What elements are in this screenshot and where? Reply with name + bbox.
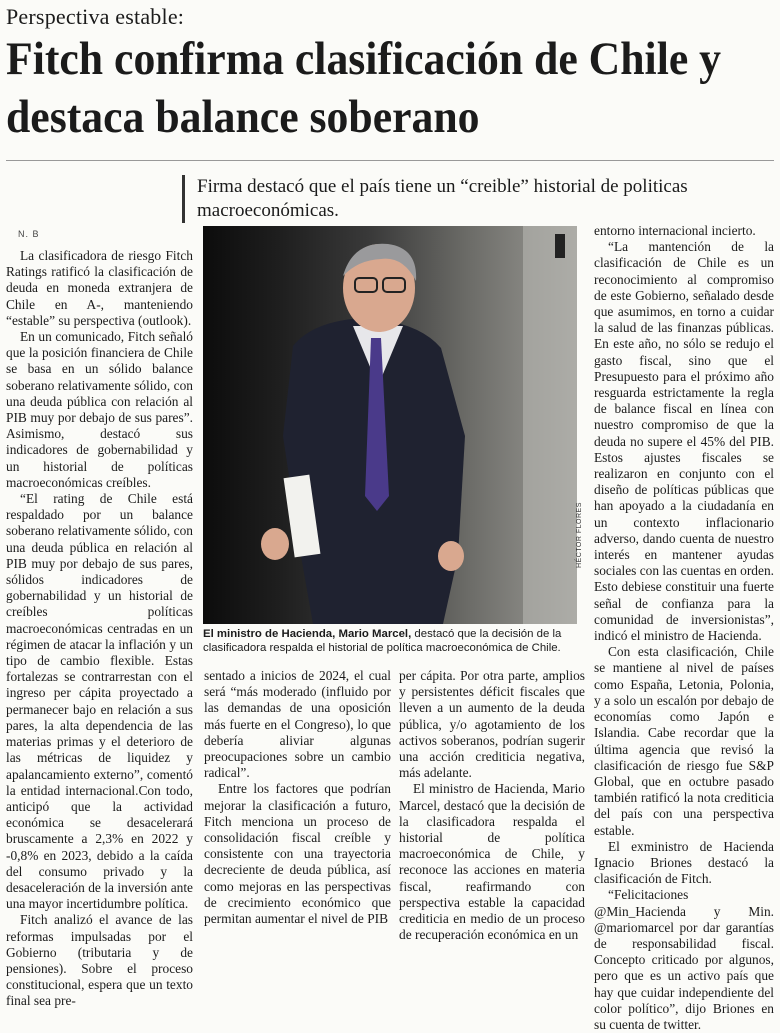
paragraph: La clasificadora de riesgo Fitch Ratings ratificó la clasificación de deuda en moneda extranjera de Chile en A-, manteniendo “estable” su perspectiva (outlook).: [6, 248, 193, 328]
minister-photo-illustration: [203, 226, 577, 624]
paragraph: En un comunicado, Fitch señaló que la posición financiera de Chile se basa en un sólido balance soberano relativamente sólido, con una deuda pública con relación al PIB muy por debajo de sus pares”. Asimismo, destacó sus indicadores de gobernabilidad y un historial de políticas macroeconómicas creíbles.: [6, 329, 193, 490]
paragraph: sentado a inicios de 2024, el cual será “más moderado (influido por las demandas de una oposición más fuerte en el Congreso), lo que debería aliviar algunas preocupaciones sobre un cambio radical”.: [204, 668, 391, 781]
paragraph: Entre los factores que podrían mejorar la clasificación a futuro, Fitch menciona un proceso de consolidación fiscal creíble y consistente con una trayectoria decreciente de deuda pública, así como mejoras en las perspectivas de crecimiento económico que permitan aumentar el nivel de PIB: [204, 781, 391, 927]
caption-text: destacó que la decisión de la clasificadora respalda el historial de política macroeconómica de Chile.: [203, 628, 562, 654]
paragraph: El exministro de Hacienda Ignacio Briones destacó la clasificación de Fitch.: [594, 838, 774, 887]
kicker: Perspectiva estable:: [6, 4, 185, 29]
article-column-2: [204, 668, 391, 927]
paragraph: “Felicitaciones @Min_Hacienda y Min. @mariomarcel por dar garantías de responsabilidad fiscal. Concepto criticado por algunos, pero que es un activo país que hay que cuidar independiente del color político”, dijo Briones en su cuenta de twitter.: [594, 887, 774, 1032]
paragraph: “La mantención de la clasificación de Chile es un reconocimiento al compromiso de este Gobierno, señalado desde que asumimos, en torno a cuidar la salud de las finanzas públicas. En este año, no sólo se redujo el gasto fiscal, sino que el Presupuesto para el próximo año resguarda estrictamente la regla de balance fiscal en línea con nuestro compromiso de que la deuda no supere el 45% del PIB. Estos ajustes fiscales se realizaron en conjunto con el diseño de políticas públicas que han apoyado a la ciudadanía en un contexto inflacionario adverso, dando cuenta de nuestro interés en mantener ayudas sociales con las cuentas en orden. Esto debiese constituir una fuerte señal de confianza para la comunidad de inversionistas”, indicó el ministro de Hacienda.: [594, 239, 774, 644]
paragraph: “El rating de Chile está respaldado por un balance soberano relativamente sólido, con una deuda pública en relación al PIB muy por debajo de sus pares, sólidos indicadores de gobernabilidad y un historial de creíbles políticas macroeconómicas centradas en un régimen de atacar la inflación y un tipo de cambio flexible. Estas fortalezas se contrarrestan con el ingreso per cápita proyectado a permanecer bajo en relación a sus pares, la alta dependencia de las materias primas y el deterioro de las métricas de liquidez y apalancamiento externo”, comentó la entidad internacional.Con todo, anticipó que la actividad económica se desacelerará bruscamente a 2,3% en 2022 y -0,8% en 2023, debido a la caída del consumo privado y la desaceleración de la inversión ante una mayor incertidumbre política.: [6, 491, 193, 912]
article-column-4: [594, 223, 774, 1033]
paragraph: per cápita. Por otra parte, amplios y persistentes déficit fiscales que lleven a un aumento de la deuda pública, y/o agotamiento de los activos soberanos, podrían sugerir una acción crediticia negativa, más adelante.: [399, 668, 585, 781]
photo-caption: [203, 627, 577, 655]
article-column-1: [6, 248, 193, 1010]
caption-bold: El ministro de Hacienda, Mario Marcel,: [203, 628, 412, 640]
paragraph: entorno internacional incierto.: [594, 223, 756, 238]
photo-credit: HÉCTOR FLORES: [576, 502, 583, 568]
article-column-3: [399, 668, 585, 943]
byline: N. B: [18, 229, 40, 239]
subhead: Firma destacó que el país tiene un “creible” historial de politicas macroeconómicas.: [182, 175, 780, 223]
divider: [6, 160, 774, 161]
headline: Fitch confirma clasificación de Chile y destaca balance soberano: [6, 33, 722, 143]
paragraph: Fitch analizó el avance de las reformas impulsadas por el Gobierno (tributaria y de pensiones). Sobre el proceso constitucional, espera que un texto final sea pre-: [6, 912, 193, 1009]
paragraph: Con esta clasificación, Chile se mantiene al nivel de países como España, Letonia, Polonia, y a solo un escalón por debajo de economías como Japón e Islandia. Cabe recordar que la última agencia que revisó la clasificación de riesgo fue S&P Global, que en octubre pasado también ratificó la nota crediticia del país con una perspectiva estable.: [594, 644, 774, 838]
news-photo: [203, 226, 577, 624]
paragraph: El ministro de Hacienda, Mario Marcel, destacó que la decisión de la clasificadora respalda el historial de política macroeconómica de Chile, y reconoce las acciones en materia fiscal, reafirmando con perspectiva estable la capacidad crediticia en medio de un proceso de recuperación económica en un: [399, 781, 585, 943]
